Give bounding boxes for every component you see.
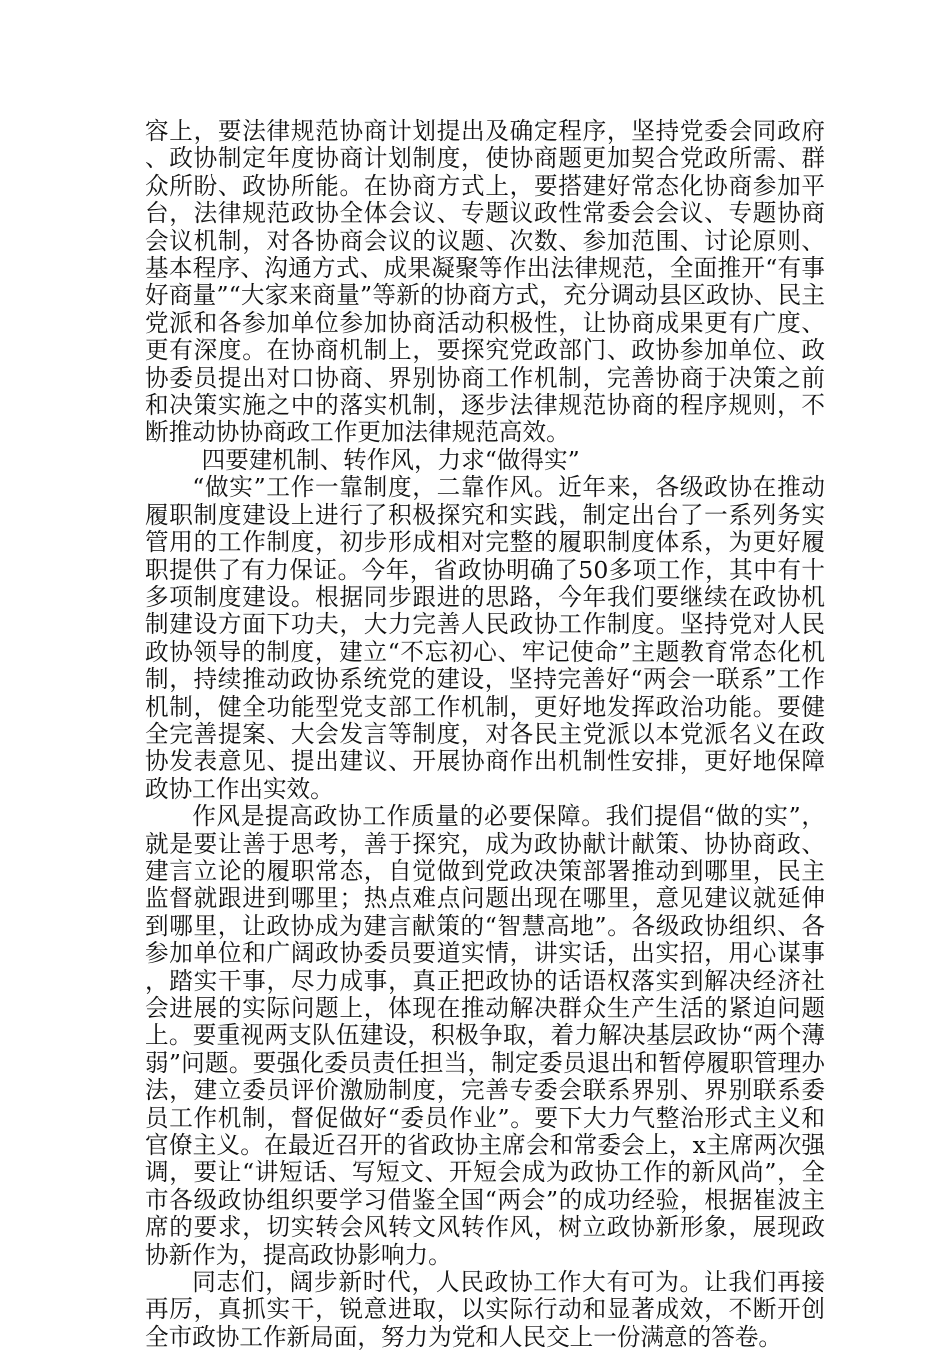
paragraph: “做实”工作一靠制度，二靠作风。近年来，各级政协在推动履职制度建设上进行了积极探究和实践，制定出台了一系列务实管用的工作制度，初步形成相对完整的履职制度体系，为更好履职提供了有力保证。今年，省政协明确了50多项工作，其中有十多项制度建设。根据同步跟进的思路，今年我们要继续在政协机制建设方面下功夫，大力完善人民政协工作制度。坚持党对人民政协领导的制度，建立“不忘初心、牢记使命”主题教育常态化机制，持续推动政协系统党的建设，坚持完善好“两会一联系”工作机制，健全功能型党支部工作机制，更好地发挥政治功能。要健全完善提案、大会发言等制度，对各民主党派以本党派名义在政协发表意见、提出建议、开展协商作出机制性安排，更好地保障政协工作出实效。 — [145, 473, 825, 803]
document-body — [145, 118, 825, 1351]
section-heading: 四要建机制、转作风，力求“做得实” — [201, 445, 580, 474]
paragraph-continued: 容上，要法律规范协商计划提出及确定程序，坚持党委会同政府、政协制定年度协商计划制度，使协商题更加契合党政所需、群众所盼、政协所能。在协商方式上，要搭建好常态化协商参加平台，法律规范政协全体会议、专题议政性常委会会议、专题协商会议机制，对各协商会议的议题、次数、参加范围、讨论原则、基本程序、沟通方式、成果凝聚等作出法律规范，全面推开“有事好商量”“大家来商量”等新的协商方式，充分调动县区政协、民主党派和各参加单位参加协商活动积极性，让协商成果更有广度、更有深度。在协商机制上，要探究党政部门、政协参加单位、政协委员提出对口协商、界别协商工作机制，完善协商于决策之前和决策实施之中的落实机制，逐步法律规范协商的程序规则，不断推动协协商政工作更加法律规范高效。 — [145, 117, 825, 447]
closing-paragraph: 同志们，阔步新时代，人民政协工作大有可为。让我们再接再厉，真抓实干，锐意进取，以实际行动和显著成效，不断开创全市政协工作新局面，努力为党和人民交上一份满意的答卷。 — [145, 1268, 825, 1351]
paragraph: 作风是提高政协工作质量的必要保障。我们提倡“做的实”，就是要让善于思考，善于探究，成为政协献计献策、协协商政、建言立论的履职常态，自觉做到党政决策部署推动到哪里，民主监督就跟进到哪里；热点难点问题出现在哪里，意见建议就延伸到哪里，让政协成为建言献策的“智慧高地”。各级政协组织、各参加单位和广阔政协委员要道实情，讲实话，出实招，用心谋事，踏实干事，尽力成事，真正把政协的话语权落实到解决经济社会进展的实际问题上，体现在推动解决群众生产生活的紧迫问题上。要重视两支队伍建设，积极争取，着力解决基层政协“两个薄弱”问题。要强化委员责任担当，制定委员退出和暂停履职管理办法，建立委员评价激励制度，完善专委会联系界别、界别联系委员工作机制，督促做好“委员作业”。要下大力气整治形式主义和官僚主义。在最近召开的省政协主席会和常委会上，x主席两次强调，要让“讲短话、写短文、开短会成为政协工作的新风尚”，全市各级政协组织要学习借鉴全国“两会”的成功经验，根据崔波主席的要求，切实转会风转文风转作风，树立政协新形象，展现政协新作为，提高政协影响力。 — [145, 802, 825, 1269]
